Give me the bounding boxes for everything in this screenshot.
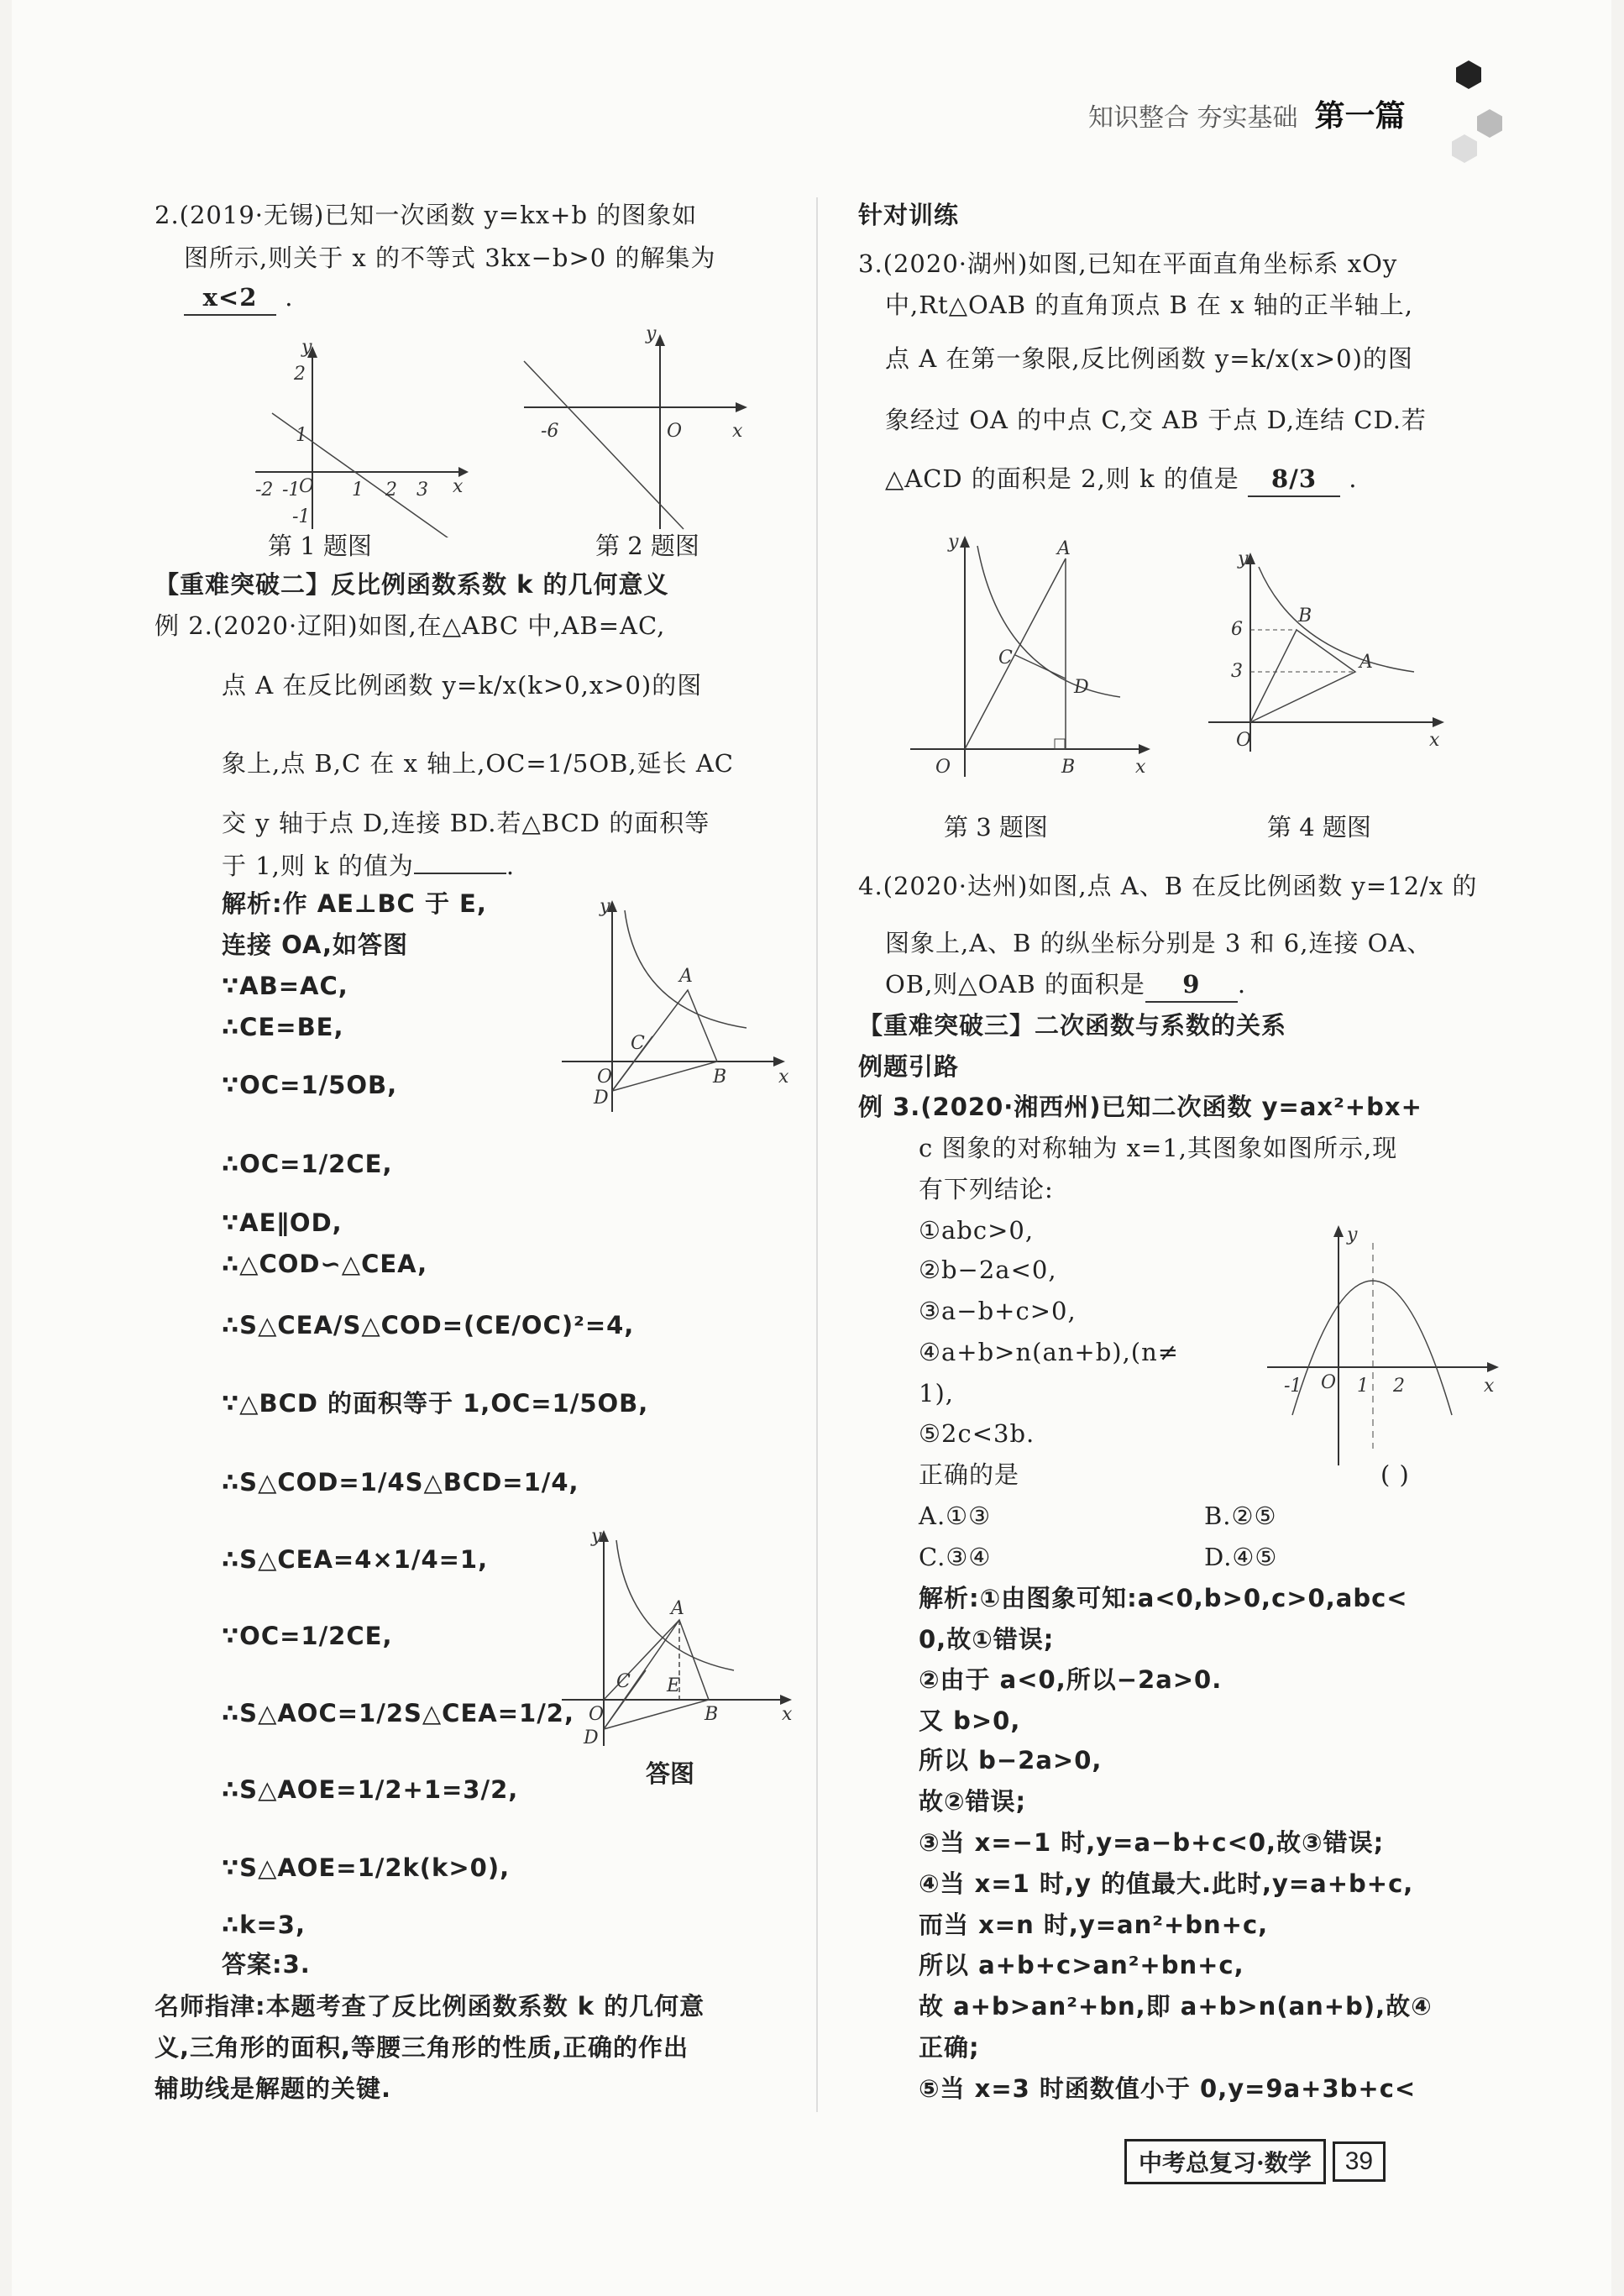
solution-line: ∴S△AOE=1/2+1=3/2, <box>222 1775 519 1804</box>
answer-figure-caption: 答图 <box>646 1759 695 1788</box>
ex3-line: 1), <box>919 1379 954 1407</box>
tip-line: 义,三角形的面积,等腰三角形的性质,正确的作出 <box>155 2033 689 2062</box>
q3-line: 中,Rt△OAB 的直角顶点 B 在 x 轴的正半轴上, <box>885 291 1414 319</box>
svg-text:x: x <box>732 421 743 442</box>
q3-line: 点 A 在第一象限,反比例函数 y=k/x(x>0)的图 <box>885 344 1413 373</box>
svg-text:O: O <box>1321 1372 1337 1393</box>
figure-3-caption: 第 3 题图 <box>944 813 1048 841</box>
solution-line: 故 a+b>an²+bn,即 a+b>n(an+b),故④ <box>919 1992 1433 2021</box>
solution-line: 所以 b−2a>0, <box>919 1746 1103 1774</box>
svg-text:-1: -1 <box>292 506 311 527</box>
svg-text:x: x <box>1484 1376 1495 1397</box>
option-b: B.②⑤ <box>1204 1502 1277 1530</box>
solution-line: ∴S△AOC=1/2S△CEA=1/2, <box>222 1699 574 1727</box>
solution-line: ∴S△CEA=4×1/4=1, <box>222 1545 489 1574</box>
solution-line: 解析:作 AE⊥BC 于 E, <box>222 889 487 918</box>
svg-text:x: x <box>453 476 464 497</box>
q2-line: 2.(2019·无锡)已知一次函数 y=kx+b 的图象如 <box>155 201 698 229</box>
solution-line: 答案:3. <box>222 1950 311 1979</box>
svg-text:2: 2 <box>385 480 397 501</box>
figure-1 <box>222 328 474 537</box>
svg-text:y: y <box>1347 1224 1358 1245</box>
svg-text:3: 3 <box>416 480 428 501</box>
svg-text:B: B <box>1061 757 1076 778</box>
training-heading: 针对训练 <box>858 201 960 229</box>
svg-text:-2: -2 <box>255 480 274 501</box>
svg-text:x: x <box>1135 757 1146 778</box>
svg-text:C: C <box>616 1671 631 1692</box>
ex3-line: ②b−2a<0, <box>919 1255 1057 1284</box>
ex3-line: ③a−b+c>0, <box>919 1297 1077 1325</box>
svg-text:-6: -6 <box>541 421 559 442</box>
svg-text:E: E <box>667 1675 681 1696</box>
svg-text:y: y <box>948 532 959 553</box>
q3-line: 象经过 OA 的中点 C,交 AB 于点 D,连结 CD.若 <box>885 406 1427 434</box>
q2-answer: x<2 <box>184 280 276 316</box>
solution-line: 0,故①错误; <box>919 1625 1055 1654</box>
svg-text:D: D <box>594 1088 609 1109</box>
svg-text:x: x <box>1429 730 1440 751</box>
column-divider <box>816 197 818 2112</box>
solution-line: ∴k=3, <box>222 1911 306 1939</box>
svg-text:1: 1 <box>296 425 307 446</box>
solution-line: ∵AE∥OD, <box>222 1208 343 1237</box>
ex3-line: ①abc>0, <box>919 1216 1035 1245</box>
q4-answer: 9 <box>1145 967 1238 1003</box>
section-heading: 【重难突破三】二次函数与系数的关系 <box>858 1011 1287 1040</box>
solution-line: ④当 x=1 时,y 的值最大.此时,y=a+b+c, <box>919 1869 1414 1898</box>
option-a: A.①③ <box>919 1502 992 1530</box>
ex3-line: ④a+b>n(an+b),(n≠ <box>919 1338 1180 1366</box>
hexagon-icon <box>1477 109 1502 138</box>
svg-text:y: y <box>1238 548 1249 569</box>
svg-text:O: O <box>299 476 315 497</box>
solution-line: ③当 x=−1 时,y=a−b+c<0,故③错误; <box>919 1828 1385 1857</box>
solution-line: 连接 OA,如答图 <box>222 930 408 959</box>
svg-text:A: A <box>1359 652 1373 673</box>
answer-blank <box>414 847 506 874</box>
svg-text:C: C <box>631 1033 645 1054</box>
solution-line: 解析:①由图象可知:a<0,b>0,c>0,abc< <box>919 1584 1408 1612</box>
svg-text:O: O <box>935 757 951 778</box>
tip-line: 名师指津:本题考查了反比例函数系数 k 的几何意 <box>155 1992 705 2021</box>
svg-text:x: x <box>778 1067 789 1088</box>
solution-line: 所以 a+b+c>an²+bn+c, <box>919 1951 1244 1979</box>
svg-text:-1: -1 <box>282 480 301 501</box>
ex3-line: 有下列结论: <box>919 1175 1054 1203</box>
svg-text:A: A <box>679 966 693 987</box>
svg-text:-1: -1 <box>1284 1376 1302 1397</box>
svg-text:x: x <box>782 1704 793 1725</box>
page: 知识整合 夯实基础 第一篇 2.(2019·无锡)已知一次函数 y=kx+b 的图象如 图所示,则关于 x 的不等式 3kx−b>0 的解集为 x<2 . y 2 1 -2 -1 O 1 2 3 x -1 y -6 O x 第 1 题图 第 2 题图 【重难突破二】反比例函数系数 k 的几何意义 例 2.(2020·辽阳)如图,在△ABC 中,AB=AC, 点 A 在反比例函数 y=k/x(k>0,x>0)的图 象上,点 B,C 在 x 轴上,OC=1/5OB,延长 AC 交 y 轴于点 D,连接 BD.若△BCD 的面积等 于 1,则 k 的值为 . y A C O B x D y A C E O B x D 答图 名师指津:本题考查了反比例函数系数 k 的几何意 义,三角形的面积,等腰三角形的性质,正确的作出 辅助线是解题的关键. 针对训练 3.(2020·湖州)如图,已知在平面直角坐标系 xOy 中,Rt△OAB 的直角顶点 B 在 x 轴的正半轴上, 点 A 在第一象限,反比例函数 y=k/x(x>0)的图 象经过 OA 的中点 C,交 AB 于点 D,连结 CD.若 △ACD 的面积是 2,则 k 的值是 8/3 . y A C D O B x y B 6 3 A O x 第 3 题图 第 4 题图 4.(2020·达州)如图,点 A、B 在反比例函数 y=12/x 的 图象上,A、B 的纵坐标分别是 3 和 6,连接 OA、 OB,则△OAB 的面积是 9 . 【重难突破三】二次函数与系数的关系 例题引路 ( ) A.①③ B.②⑤ C.③④ D.④⑤ y -1 O 1 2 x 中考总复习·数学 39 解析:作 AE⊥BC 于 E, 连接 OA,如答图 ∵AB=AC, ∴CE=BE, ∵OC=1/5OB, ∴OC=1/2CE, ∵AE∥OD, ∴△COD∽△CEA, ∴S△CEA/S△COD=(CE/OC)²=4, ∵△BCD 的面积等于 1,OC=1/5OB, ∴S△COD=1/4S△BCD=1/4, ∴S△CEA=4×1/4=1, ∵OC=1/2CE, ∴S△AOC=1/2S△CEA=1/2, ∴S△AOE=1/2+1=3/2, ∵S△AOE=1/2k(k>0), ∴k=3, 答案:3. 例 3.(2020·湘西州)已知二次函数 y=ax²+bx+ c 图象的对称轴为 x=1,其图象如图所示,现 有下列结论: ①abc>0, ②b−2a<0, ③a−b+c>0, ④a+b>n(an+b),(n≠ 1), ⑤2c<3b. 正确的是 解析:①由图象可知:a<0,b>0,c>0,abc< 0,故①错误; ②由于 a<0,所以−2a>0. 又 b>0, 所以 b−2a>0, 故②错误; ③当 x=−1 时,y=a−b+c<0,故③错误; ④当 x=1 时,y 的值最大.此时,y=a+b+c, 而当 x=n 时,y=an²+bn+c, 所以 a+b+c>an²+bn+c, 故 a+b>an²+bn,即 a+b>n(an+b),故④ 正确; ⑤当 x=3 时函数值小于 0,y=9a+3b+c< <box>12 0 1611 2296</box>
solution-line: 而当 x=n 时,y=an²+bn+c, <box>919 1911 1269 1939</box>
q3-answer: 8/3 <box>1248 462 1340 497</box>
svg-text:A: A <box>671 1598 684 1619</box>
figure-4-caption: 第 4 题图 <box>1267 813 1371 841</box>
tip-line: 辅助线是解题的关键. <box>155 2074 392 2103</box>
guide-heading: 例题引路 <box>858 1052 960 1081</box>
figure-example-3 <box>1267 1214 1502 1474</box>
svg-text:1: 1 <box>1357 1376 1369 1397</box>
footer <box>1124 2140 1386 2183</box>
figure-example-2 <box>553 894 797 1124</box>
q3-line: △ACD 的面积是 2,则 k 的值是 <box>885 464 1239 493</box>
ex2-line: 点 A 在反比例函数 y=k/x(k>0,x>0)的图 <box>222 671 703 700</box>
header-part: 第一篇 <box>1314 98 1406 134</box>
svg-text:y: y <box>600 896 610 917</box>
page-number: 39 <box>1333 2141 1386 2182</box>
svg-text:A: A <box>1057 538 1071 559</box>
q3-line: 3.(2020·湖州)如图,已知在平面直角坐标系 xOy <box>858 249 1398 278</box>
svg-text:O: O <box>1236 730 1252 751</box>
figure-3 <box>910 529 1162 781</box>
header <box>1088 92 1406 135</box>
solution-line: 故②错误; <box>919 1787 1027 1816</box>
svg-text:O: O <box>589 1704 605 1725</box>
ex3-line: 正确的是 <box>919 1460 1020 1489</box>
figure-4 <box>1204 546 1456 764</box>
solution-line: ∴S△CEA/S△COD=(CE/OC)²=4, <box>222 1311 635 1339</box>
q4-line: 4.(2020·达州)如图,点 A、B 在反比例函数 y=12/x 的 <box>858 872 1478 900</box>
ex2-line: 象上,点 B,C 在 x 轴上,OC=1/5OB,延长 AC <box>222 749 734 778</box>
solution-line: ②由于 a<0,所以−2a>0. <box>919 1665 1223 1694</box>
section-heading: 【重难突破二】反比例函数系数 k 的几何意义 <box>155 570 669 599</box>
q4-line: OB,则△OAB 的面积是 <box>885 970 1145 999</box>
figure-2 <box>516 328 767 537</box>
svg-text:C: C <box>998 647 1013 668</box>
svg-text:2: 2 <box>294 364 306 385</box>
solution-line: ⑤当 x=3 时函数值小于 0,y=9a+3b+c< <box>919 2074 1417 2103</box>
svg-text:1: 1 <box>352 480 364 501</box>
solution-line: ∵OC=1/5OB, <box>222 1071 398 1099</box>
svg-text:D: D <box>584 1727 599 1748</box>
ex2-line: 交 y 轴于点 D,连接 BD.若△BCD 的面积等 <box>222 809 710 837</box>
svg-text:B: B <box>1298 605 1312 626</box>
svg-text:O: O <box>667 421 683 442</box>
hexagon-icon <box>1456 60 1481 89</box>
ex3-line: ⑤2c<3b. <box>919 1419 1035 1448</box>
svg-text:y: y <box>301 337 312 358</box>
svg-text:D: D <box>1074 677 1089 698</box>
hexagon-icon <box>1452 134 1477 163</box>
solution-line: 正确; <box>919 2033 980 2062</box>
svg-text:2: 2 <box>1393 1376 1405 1397</box>
solution-line: ∴CE=BE, <box>222 1013 344 1041</box>
solution-line: ∵S△AOE=1/2k(k>0), <box>222 1853 511 1882</box>
ex2-line: 例 2.(2020·辽阳)如图,在△ABC 中,AB=AC, <box>155 611 666 640</box>
book-title: 中考总复习·数学 <box>1124 2139 1326 2184</box>
svg-text:6: 6 <box>1231 619 1243 640</box>
answer-bracket: ( ) <box>1380 1460 1410 1489</box>
q2-line: 图所示,则关于 x 的不等式 3kx−b>0 的解集为 <box>184 244 716 272</box>
ex2-line: 于 1,则 k 的值为 <box>222 852 414 880</box>
figure-1-caption: 第 1 题图 <box>268 532 372 560</box>
svg-text:y: y <box>646 328 657 344</box>
svg-text:B: B <box>705 1704 719 1725</box>
svg-text:y: y <box>591 1526 602 1547</box>
solution-line: ∴△COD∽△CEA, <box>222 1250 428 1278</box>
option-d: D.④⑤ <box>1204 1543 1278 1571</box>
svg-text:O: O <box>597 1067 613 1088</box>
solution-line: ∵AB=AC, <box>222 972 348 1000</box>
solution-line: ∵△BCD 的面积等于 1,OC=1/5OB, <box>222 1389 649 1418</box>
q4-line: 图象上,A、B 的纵坐标分别是 3 和 6,连接 OA、 <box>885 929 1433 957</box>
ex3-line: c 图象的对称轴为 x=1,其图象如图所示,现 <box>919 1134 1398 1162</box>
solution-line: 又 b>0, <box>919 1706 1021 1735</box>
solution-line: ∴OC=1/2CE, <box>222 1150 393 1178</box>
header-section: 知识整合 夯实基础 <box>1088 103 1298 133</box>
solution-line: ∴S△COD=1/4S△BCD=1/4, <box>222 1468 579 1497</box>
svg-text:3: 3 <box>1231 661 1243 682</box>
figure-2-caption: 第 2 题图 <box>595 532 699 560</box>
option-c: C.③④ <box>919 1543 992 1571</box>
svg-text:B: B <box>713 1067 727 1088</box>
figure-answer <box>553 1523 797 1754</box>
ex3-line: 例 3.(2020·湘西州)已知二次函数 y=ax²+bx+ <box>858 1093 1422 1121</box>
solution-line: ∵OC=1/2CE, <box>222 1622 393 1650</box>
